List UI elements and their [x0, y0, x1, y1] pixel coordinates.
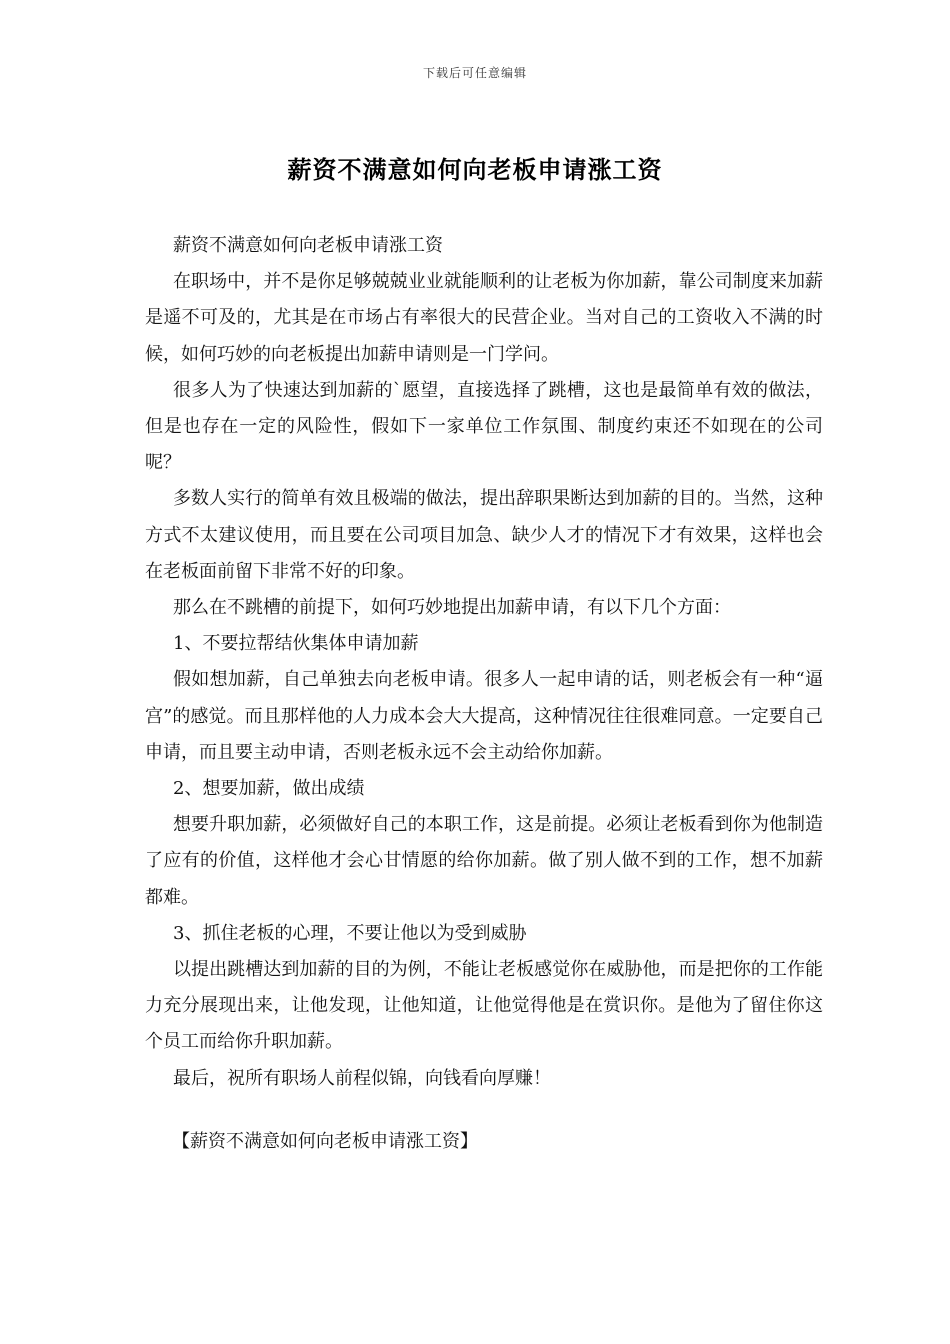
closing-title: 【薪资不满意如何向老板申请涨工资】 [172, 1131, 478, 1152]
point-heading-2: 2、想要加薪，做出成绩 [173, 778, 365, 800]
paragraph-resignation: 多数人实行的简单有效且极端的做法，提出辞职果断达到加薪的目的。当然，这种方式不太建议使用，而且要在公司项目加急、缺少人才的情况下才有效果，这样也会在老板面前留下非常不好的印象。 [145, 488, 823, 582]
paragraph-intro: 在职场中，并不是你足够兢兢业业就能顺利的让老板为你加薪，靠公司制度来加薪是遥不可及的，尤其是在市场占有率很大的民营企业。当对自己的工资收入不满的时候，如何巧妙的向老板提出加薪申请则是一门学问。 [145, 271, 823, 365]
point-body-3: 以提出跳槽达到加薪的目的为例，不能让老板感觉你在威胁他，而是把你的工作能力充分展现出来，让他发现，让他知道，让他觉得他是在赏识你。是他为了留住你这个员工而给你升职加薪。 [145, 959, 823, 1053]
document-body [145, 228, 823, 1097]
header-note: 下载后可任意编辑 [422, 66, 527, 80]
point-body-1: 假如想加薪，自己单独去向老板申请。很多人一起申请的话，则老板会有一种“逼宫”的感觉。而且那样他的人力成本会大大提高，这种情况往往很难同意。一定要自己申请，而且要主动申请，否则老板永远不会主动给你加薪。 [145, 669, 823, 763]
paragraph-aspects-intro: 那么在不跳槽的前提下，如何巧妙地提出加薪申请，有以下几个方面： [173, 597, 731, 619]
document-title: 薪资不满意如何向老板申请涨工资 [287, 155, 663, 184]
point-heading-1: 1、不要拉帮结伙集体申请加薪 [173, 633, 419, 655]
point-body-2: 想要升职加薪，必须做好自己的本职工作，这是前提。必须让老板看到你为他制造了应有的价值，这样他才会心甘情愿的给你加薪。做了别人做不到的工作，想不加薪都难。 [145, 814, 823, 908]
point-heading-3: 3、抓住老板的心理，不要让他以为受到威胁 [173, 922, 527, 944]
paragraph-subtitle: 薪资不满意如何向老板申请涨工资 [173, 235, 443, 256]
paragraph-job-hopping: 很多人为了快速达到加薪的`愿望，直接选择了跳槽，这也是最简单有效的做法，但是也存在一定的风险性，假如下一家单位工作氛围、制度约束还不如现在的公司呢？ [145, 379, 823, 474]
paragraph-conclusion: 最后，祝所有职场人前程似锦，向钱看向厚赚！ [173, 1067, 551, 1089]
